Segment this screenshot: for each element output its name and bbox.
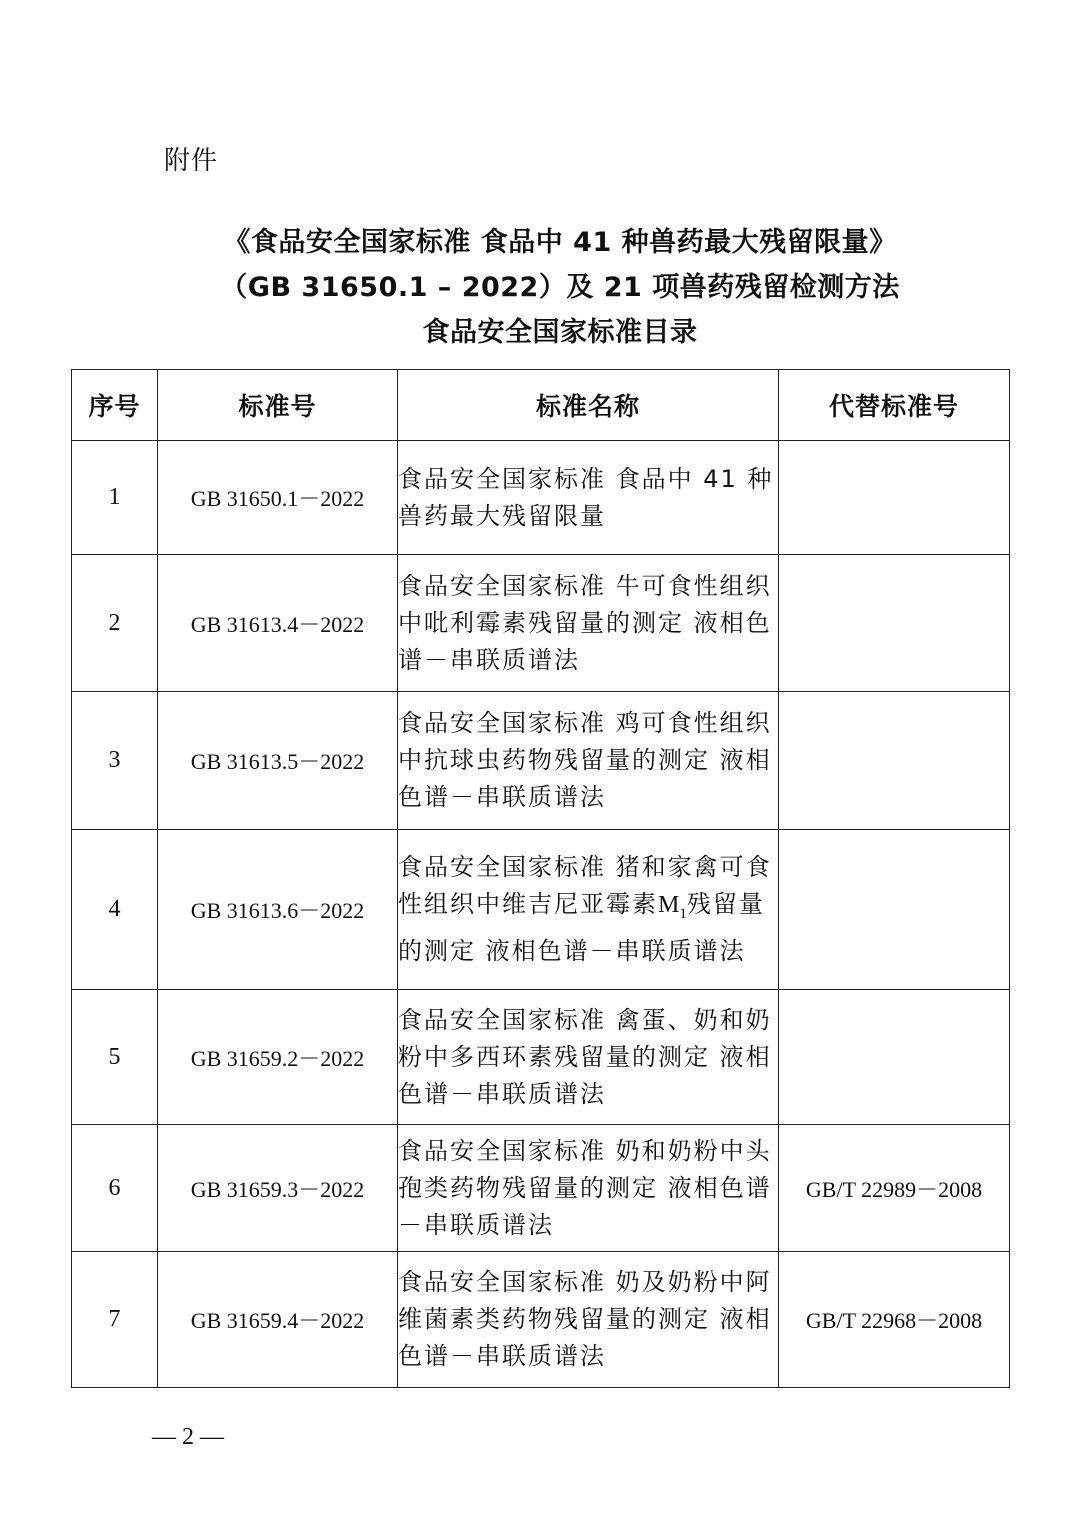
table-row — [72, 692, 1010, 830]
row-name-part: 残留量的测定 液相色谱－串联质谱法 — [398, 890, 765, 965]
table-row — [72, 830, 1010, 990]
document-title-line-2: （GB 31650.1 – 2022）及 21 项兽药残留检测方法 — [220, 272, 900, 303]
row-standard-name: 食品安全国家标准 奶及奶粉中阿维菌素类药物残留量的测定 液相色谱－串联质谱法 — [398, 1252, 779, 1388]
row-replaced-standard — [779, 555, 1010, 692]
row-standard-name — [398, 830, 779, 990]
header-standard-code: 标准号 — [158, 370, 398, 441]
row-replaced-standard: GB/T 22968－2008 — [779, 1252, 1010, 1388]
row-name-subscript: 1 — [679, 905, 687, 922]
document-title-line-3: 食品安全国家标准目录 — [422, 317, 698, 348]
row-standard-name: 食品安全国家标准 禽蛋、奶和奶粉中多西环素残留量的测定 液相色谱－串联质谱法 — [398, 990, 779, 1125]
row-replaced-standard — [779, 830, 1010, 990]
table-row — [72, 990, 1010, 1125]
row-standard-code: GB 31659.4－2022 — [158, 1252, 398, 1388]
header-replaced-standard: 代替标准号 — [779, 370, 1010, 441]
attachment-label: 附件 — [164, 146, 219, 176]
table-row — [72, 441, 1010, 555]
row-standard-code: GB 31613.4－2022 — [158, 555, 398, 692]
row-seq: 2 — [72, 555, 158, 692]
row-replaced-standard — [779, 990, 1010, 1125]
row-seq: 5 — [72, 990, 158, 1125]
row-standard-name: 食品安全国家标准 鸡可食性组织中抗球虫药物残留量的测定 液相色谱－串联质谱法 — [398, 692, 779, 830]
table-header-row — [72, 370, 1010, 441]
row-seq: 7 — [72, 1252, 158, 1388]
row-standard-code: GB 31613.6－2022 — [158, 830, 398, 990]
page-number: — 2 — — [152, 1424, 224, 1450]
row-standard-name: 食品安全国家标准 奶和奶粉中头孢类药物残留量的测定 液相色谱－串联质谱法 — [398, 1125, 779, 1252]
table-row — [72, 1125, 1010, 1252]
row-replaced-standard — [779, 441, 1010, 555]
row-replaced-standard — [779, 692, 1010, 830]
document-title-line-1: 《食品安全国家标准 食品中 41 种兽药最大残留限量》 — [223, 227, 897, 258]
row-seq: 6 — [72, 1125, 158, 1252]
table-row — [72, 1252, 1010, 1388]
header-standard-name: 标准名称 — [398, 370, 779, 441]
row-seq: 1 — [72, 441, 158, 555]
row-seq: 4 — [72, 830, 158, 990]
row-seq: 3 — [72, 692, 158, 830]
header-seq: 序号 — [72, 370, 158, 441]
row-replaced-standard: GB/T 22989－2008 — [779, 1125, 1010, 1252]
row-standard-name: 食品安全国家标准 牛可食性组织中吡利霉素残留量的测定 液相色谱－串联质谱法 — [398, 555, 779, 692]
row-standard-code: GB 31613.5－2022 — [158, 692, 398, 830]
row-standard-code: GB 31659.3－2022 — [158, 1125, 398, 1252]
standards-table — [71, 369, 1010, 1388]
table-row — [72, 555, 1010, 692]
row-standard-code: GB 31650.1－2022 — [158, 441, 398, 555]
row-name-symbol: M — [658, 892, 680, 919]
row-standard-name: 食品安全国家标准 食品中 41 种兽药最大残留限量 — [398, 441, 779, 555]
row-standard-code: GB 31659.2－2022 — [158, 990, 398, 1125]
row-name-part: 食品安全国家标准 猪和家禽可食性组织中维吉尼亚霉素 — [398, 853, 772, 919]
